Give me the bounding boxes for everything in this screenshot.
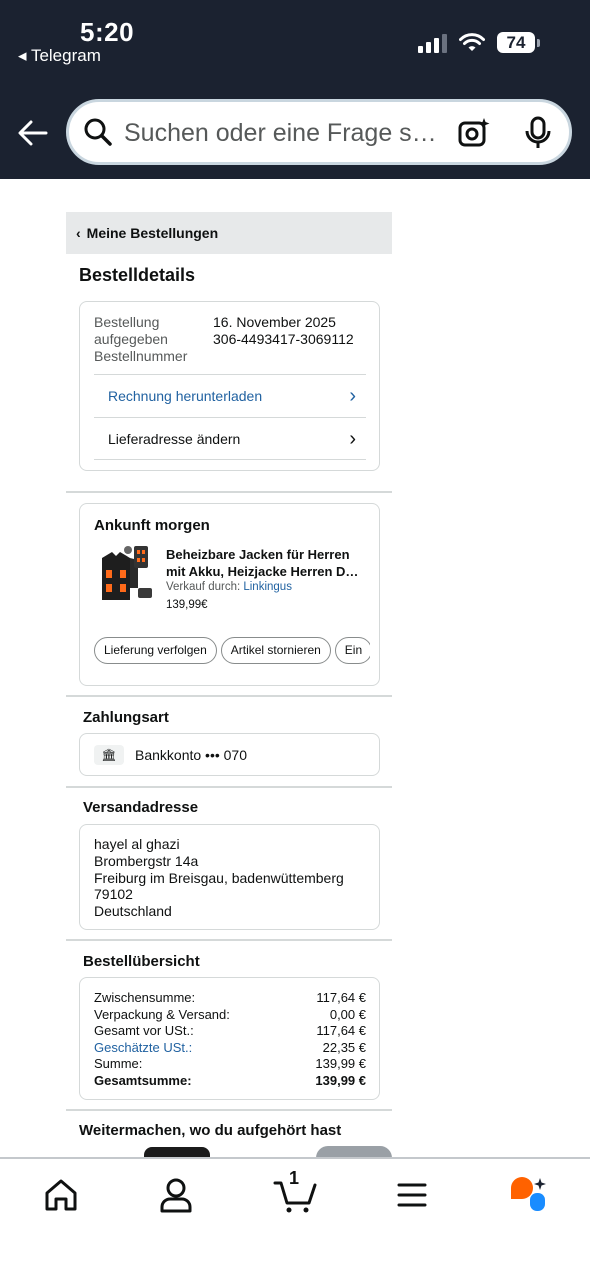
- summary-value: 117,64 €: [316, 990, 366, 1005]
- summary-value: 139,99 €: [315, 1072, 366, 1088]
- divider: [66, 491, 392, 493]
- shipment-actions: [94, 637, 370, 665]
- divider: [66, 695, 392, 697]
- summary-row: [94, 990, 366, 1007]
- address-street: Brombergstr 14a: [94, 853, 199, 869]
- change-address-link[interactable]: [94, 417, 366, 460]
- camera-search-icon[interactable]: [457, 116, 491, 150]
- summary-label: Gesamtsumme:: [94, 1072, 192, 1088]
- shipping-section-title: Versandadresse: [83, 799, 199, 816]
- summary-row: [94, 1056, 366, 1073]
- shipment-card: [79, 503, 380, 686]
- summary-row: [94, 1040, 366, 1057]
- home-icon[interactable]: [41, 1175, 81, 1215]
- order-summary-card: [79, 977, 380, 1100]
- battery-level: 74: [497, 32, 535, 53]
- more-action-button[interactable]: Ein: [335, 637, 370, 664]
- status-time: 5:20: [80, 17, 135, 47]
- top-bar: [0, 0, 590, 179]
- address-country: Deutschland: [94, 903, 172, 919]
- chevron-right-icon: ›: [349, 428, 356, 450]
- search-bar[interactable]: [66, 99, 572, 165]
- divider: [66, 786, 392, 788]
- search-input[interactable]: Suchen oder eine Frage s…: [124, 119, 437, 147]
- status-icons: [418, 32, 540, 53]
- cancel-item-button[interactable]: Artikel stornieren: [221, 637, 331, 664]
- track-package-button[interactable]: Lieferung verfolgen: [94, 637, 217, 664]
- summary-section-title: Bestellübersicht: [83, 953, 200, 970]
- summary-label: Summe:: [94, 1056, 143, 1071]
- order-number: 306-4493417-3069112: [213, 331, 354, 347]
- divider: [66, 1109, 392, 1111]
- download-invoice-label: Rechnung herunterladen: [108, 388, 263, 404]
- order-info-card: [79, 301, 380, 471]
- summary-row: [94, 1023, 366, 1040]
- address-zip: 79102: [94, 886, 133, 902]
- payment-method-card: [79, 733, 380, 776]
- product-price: 139,99€: [166, 599, 208, 611]
- wifi-icon: [459, 33, 485, 53]
- bank-icon: 🏛: [94, 745, 124, 765]
- page-title: Bestelldetails: [79, 265, 196, 285]
- microphone-icon[interactable]: [523, 116, 553, 150]
- summary-value: 117,64 €: [316, 1023, 366, 1038]
- seller-link[interactable]: Linkingus: [243, 581, 292, 593]
- summary-value: 139,99 €: [315, 1056, 366, 1071]
- shipping-address-card: [79, 824, 380, 930]
- chevron-right-icon: ›: [349, 385, 356, 407]
- product-title[interactable]: Beheizbare Jacken für Herren mit Akku, Heizjacke Herren D…: [166, 547, 359, 579]
- summary-label: Verpackung & Versand:: [94, 1006, 230, 1022]
- search-icon: [83, 117, 113, 147]
- rufus-icon[interactable]: [508, 1175, 548, 1215]
- account-icon[interactable]: [156, 1175, 196, 1215]
- breadcrumb[interactable]: [66, 212, 392, 254]
- summary-total-row: [94, 1073, 366, 1090]
- signal-icon: [418, 33, 447, 53]
- seller-info: [166, 581, 292, 593]
- seller-label: Verkauf durch:: [166, 581, 241, 593]
- download-invoice-link[interactable]: [94, 374, 366, 417]
- continue-section-title: Weitermachen, wo du aufgehört hast: [79, 1122, 342, 1139]
- breadcrumb-label: Meine Bestellungen: [86, 225, 219, 241]
- summary-label: Gesamt vor USt.:: [94, 1023, 194, 1038]
- order-date: 16. November 2025: [213, 314, 336, 330]
- back-arrow-icon[interactable]: [16, 116, 50, 150]
- payment-section-title: Zahlungsart: [83, 709, 169, 726]
- product-image[interactable]: [94, 544, 152, 604]
- address-name: hayel al ghazi: [94, 836, 180, 852]
- summary-value: 22,35 €: [322, 1039, 366, 1055]
- arrival-status: Ankunft morgen: [94, 517, 210, 534]
- change-address-label: Lieferadresse ändern: [108, 431, 241, 447]
- battery-icon: [497, 32, 540, 53]
- order-placed-label-1: Bestellung: [94, 314, 160, 330]
- divider: [66, 939, 392, 941]
- payment-method: Bankkonto ••• 070: [135, 747, 247, 763]
- cart-count: 1: [289, 1168, 300, 1188]
- address-city: Freiburg im Breisgau, badenwüttemberg: [94, 870, 344, 886]
- summary-row: [94, 1007, 366, 1024]
- summary-label: Zwischensumme:: [94, 990, 196, 1005]
- estimated-tax-link[interactable]: Geschätzte USt.:: [94, 1039, 193, 1055]
- chevron-left-icon: ‹: [76, 225, 81, 241]
- summary-value: 0,00 €: [329, 1006, 366, 1022]
- order-placed-label-2: aufgegeben: [94, 331, 168, 347]
- back-to-telegram[interactable]: ◂ Telegram: [18, 46, 101, 65]
- menu-icon[interactable]: [392, 1175, 432, 1215]
- order-number-label: Bestellnummer: [94, 348, 188, 364]
